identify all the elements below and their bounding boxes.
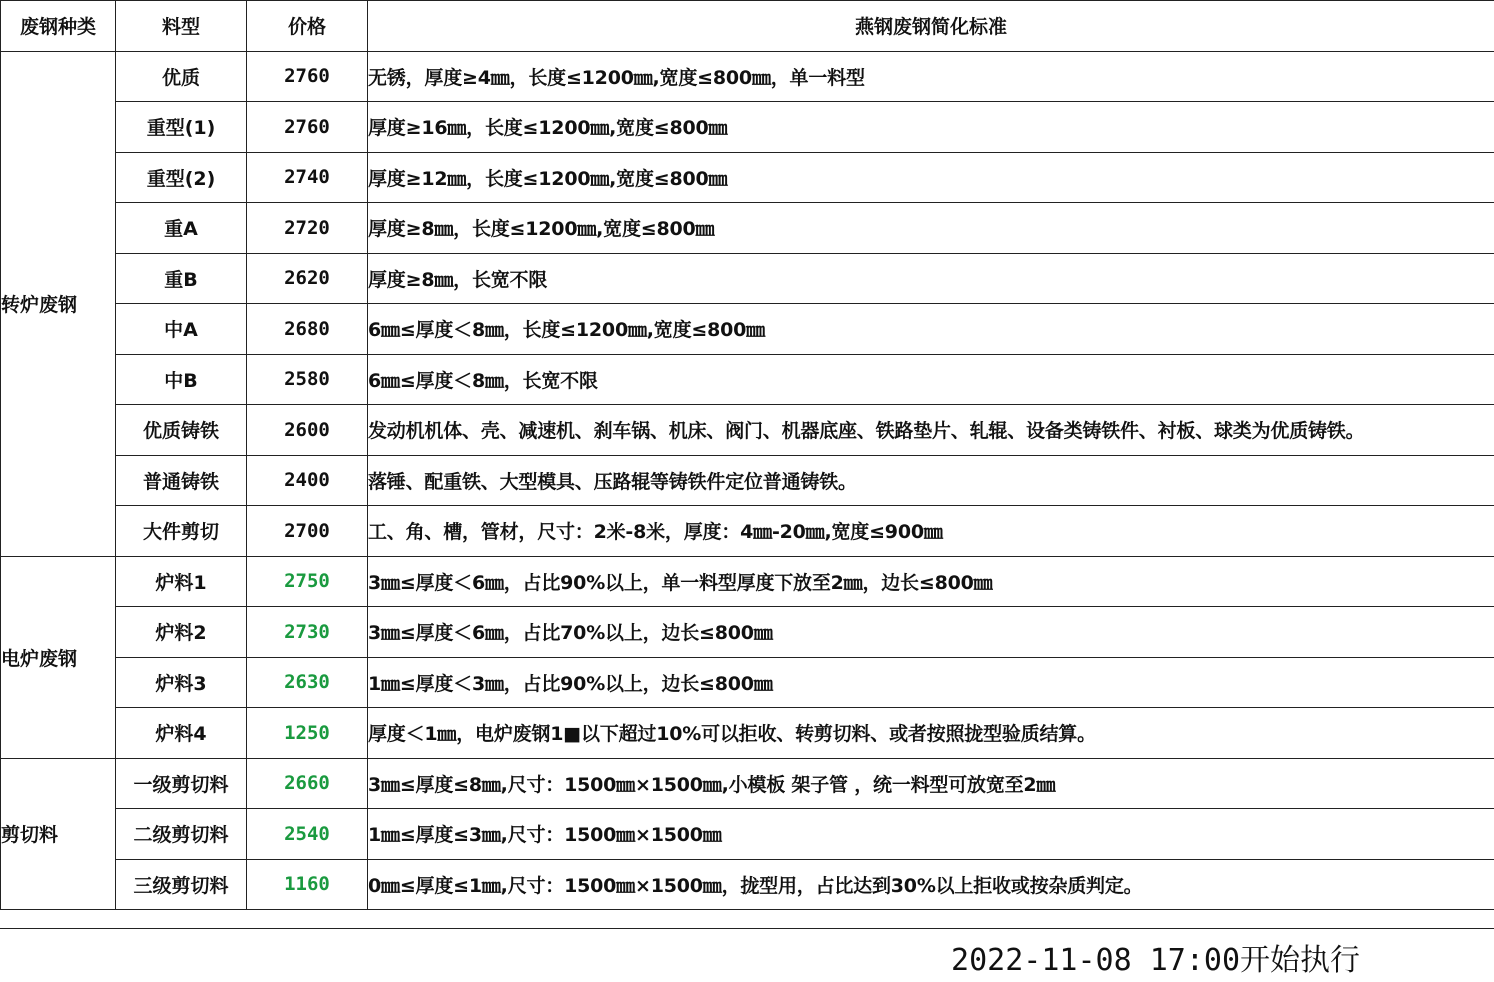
type-cell: 普通铸铁	[116, 455, 247, 506]
price-cell: 2680	[247, 304, 368, 355]
type-cell: 优质铸铁	[116, 405, 247, 456]
table-row	[1, 758, 1494, 809]
category-cell: 转炉废钢	[1, 51, 116, 556]
table-row	[1, 253, 1494, 304]
table-row	[1, 708, 1494, 759]
standard-cell: 3㎜≤厚度＜6㎜，占比70%以上，边长≤800㎜	[368, 607, 1494, 658]
standard-cell: 1㎜≤厚度≤3㎜,尺寸：1500㎜×1500㎜	[368, 809, 1494, 860]
type-cell: 优质	[116, 51, 247, 102]
table-body	[1, 51, 1494, 910]
price-cell: 2400	[247, 455, 368, 506]
type-cell: 重B	[116, 253, 247, 304]
standard-cell: 厚度≥16㎜，长度≤1200㎜,宽度≤800㎜	[368, 102, 1494, 153]
price-cell: 2600	[247, 405, 368, 456]
header-standard: 燕钢废钢简化标准	[368, 1, 1494, 52]
price-cell: 2720	[247, 203, 368, 254]
price-cell: 1250	[247, 708, 368, 759]
type-cell: 中B	[116, 354, 247, 405]
table-row	[1, 809, 1494, 860]
price-cell: 2760	[247, 102, 368, 153]
category-cell: 剪切料	[1, 758, 116, 910]
type-cell: 炉料4	[116, 708, 247, 759]
header-type: 料型	[116, 1, 247, 52]
standard-cell: 6㎜≤厚度＜8㎜，长度≤1200㎜,宽度≤800㎜	[368, 304, 1494, 355]
price-cell: 2750	[247, 556, 368, 607]
table-row	[1, 152, 1494, 203]
type-cell: 二级剪切料	[116, 809, 247, 860]
table-row	[1, 506, 1494, 557]
standard-cell: 落锤、配重铁、大型模具、压路辊等铸铁件定位普通铸铁。	[368, 455, 1494, 506]
type-cell: 三级剪切料	[116, 859, 247, 910]
price-cell: 2660	[247, 758, 368, 809]
standard-cell: 厚度≥8㎜，长度≤1200㎜,宽度≤800㎜	[368, 203, 1494, 254]
table-row	[1, 405, 1494, 456]
table-row	[1, 607, 1494, 658]
type-cell: 一级剪切料	[116, 758, 247, 809]
type-cell: 重型(2)	[116, 152, 247, 203]
type-cell: 中A	[116, 304, 247, 355]
header-price: 价格	[247, 1, 368, 52]
table-row	[1, 859, 1494, 910]
price-cell: 2580	[247, 354, 368, 405]
price-cell: 2740	[247, 152, 368, 203]
standard-cell: 无锈，厚度≥4㎜，长度≤1200㎜,宽度≤800㎜，单一料型	[368, 51, 1494, 102]
standard-cell: 0㎜≤厚度≤1㎜,尺寸：1500㎜×1500㎜，拢型用，占比达到30%以上拒收或按杂质判定。	[368, 859, 1494, 910]
table-row	[1, 304, 1494, 355]
standard-cell: 工、角、槽，管材，尺寸：2米-8米，厚度：4㎜-20㎜,宽度≤900㎜	[368, 506, 1494, 557]
type-cell: 重型(1)	[116, 102, 247, 153]
table-header-row	[1, 1, 1494, 52]
table-row	[1, 455, 1494, 506]
standard-cell: 6㎜≤厚度＜8㎜，长宽不限	[368, 354, 1494, 405]
standard-cell: 1㎜≤厚度＜3㎜，占比90%以上，边长≤800㎜	[368, 657, 1494, 708]
type-cell: 炉料2	[116, 607, 247, 658]
standard-cell: 厚度＜1㎜，电炉废钢1■以下超过10%可以拒收、转剪切料、或者按照拢型验质结算。	[368, 708, 1494, 759]
table-row	[1, 354, 1494, 405]
standard-cell: 3㎜≤厚度≤8㎜,尺寸：1500㎜×1500㎜,小模板 架子管 ，统一料型可放宽至2㎜	[368, 758, 1494, 809]
price-cell: 2620	[247, 253, 368, 304]
standard-cell: 厚度≥12㎜，长度≤1200㎜,宽度≤800㎜	[368, 152, 1494, 203]
footer	[0, 928, 1494, 982]
price-cell: 2700	[247, 506, 368, 557]
price-cell: 1160	[247, 859, 368, 910]
table-row	[1, 556, 1494, 607]
standard-cell: 3㎜≤厚度＜6㎜，占比90%以上，单一料型厚度下放至2㎜，边长≤800㎜	[368, 556, 1494, 607]
table-row	[1, 102, 1494, 153]
type-cell: 炉料3	[116, 657, 247, 708]
price-cell: 2730	[247, 607, 368, 658]
standard-cell: 厚度≥8㎜，长宽不限	[368, 253, 1494, 304]
price-cell: 2630	[247, 657, 368, 708]
price-cell: 2760	[247, 51, 368, 102]
table-row	[1, 657, 1494, 708]
header-category: 废钢种类	[1, 1, 116, 52]
type-cell: 重A	[116, 203, 247, 254]
standard-cell: 发动机机体、壳、减速机、刹车锅、机床、阀门、机器底座、铁路垫片、轧辊、设备类铸铁件、衬板、球类为优质铸铁。	[368, 405, 1494, 456]
category-cell: 电炉废钢	[1, 556, 116, 758]
type-cell: 大件剪切	[116, 506, 247, 557]
type-cell: 炉料1	[116, 556, 247, 607]
table-row	[1, 203, 1494, 254]
table-row	[1, 51, 1494, 102]
effective-date-text: 2022-11-08 17:00开始执行	[951, 935, 1360, 979]
price-cell: 2540	[247, 809, 368, 860]
